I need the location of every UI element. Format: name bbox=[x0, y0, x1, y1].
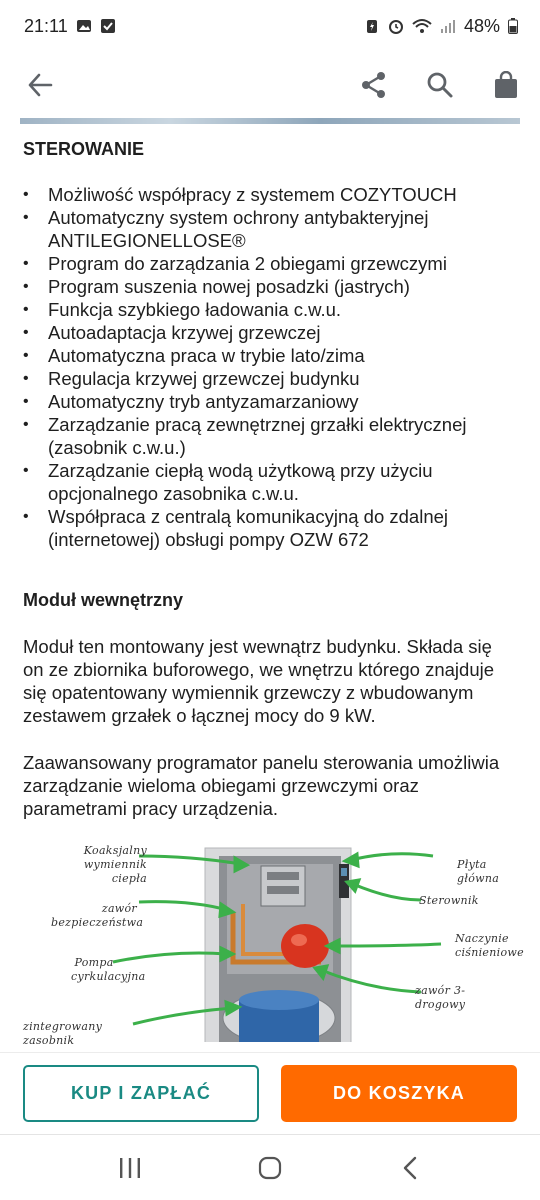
list-item: • Automatyczny system ochrony antybakteryjnej ANTILEGIONELLOSE® bbox=[23, 206, 516, 252]
diagram-label-expansion-vessel: Naczynie ciśnieniowe bbox=[455, 932, 524, 959]
diagram-label-main-board: Płyta główna bbox=[457, 858, 500, 885]
list-item: • Możliwość współpracy z systemem COZYTOUCH bbox=[23, 183, 516, 206]
diagram-label-coaxial-exchanger: Koaksjalny wymiennik ciepła bbox=[83, 844, 147, 885]
status-right bbox=[364, 16, 518, 37]
nav-back-icon bbox=[402, 1156, 418, 1180]
home-button[interactable] bbox=[250, 1148, 290, 1188]
back-button[interactable] bbox=[20, 65, 60, 105]
battery-percent: 48% bbox=[463, 15, 500, 36]
system-nav-bar bbox=[0, 1134, 540, 1200]
status-bar bbox=[0, 0, 540, 52]
app-bar bbox=[0, 52, 540, 118]
diagram-label-circulation-pump: Pompa cyrkulacyjna bbox=[71, 956, 146, 983]
heat-pump-diagram bbox=[21, 842, 524, 1047]
feature-list bbox=[23, 183, 516, 551]
home-icon bbox=[258, 1156, 282, 1180]
status-left bbox=[24, 16, 116, 37]
gallery-notification-icon bbox=[76, 18, 92, 34]
list-item: • Zarządzanie pracą zewnętrznej grzałki elektrycznej (zasobnik c.w.u.) bbox=[23, 413, 516, 459]
search-icon bbox=[426, 71, 454, 99]
diagram-label-controller: Sterownik bbox=[419, 894, 479, 907]
module-paragraph-2: Zaawansowany programator panelu sterowania umożliwia zarządzanie wieloma obiegami grzewczymi oraz parametrami pracy urządzenia. bbox=[23, 752, 500, 819]
diagram-label-safety-valve: zawór bezpieczeństwa bbox=[51, 902, 144, 929]
recents-icon bbox=[118, 1157, 142, 1179]
list-item: • Współpraca z centralą komunikacyjną do zdalnej (internetowej) obsługi pompy OZW 672 bbox=[23, 505, 516, 551]
list-item: • Program suszenia nowej posadzki (jastrych) bbox=[23, 275, 516, 298]
diagram-label-integrated-tank: zintegrowany zasobnik bbox=[23, 1020, 103, 1047]
module-paragraph-1: Moduł ten montowany jest wewnątrz budynku. Składa się on ze zbiornika buforowego, we wnętrzu którego znajduje się opatentowany wymiennik grzewczy z wbudowanym zestawem grzałek o łącznej mocy do 9 kW. bbox=[23, 636, 495, 726]
product-description bbox=[0, 124, 540, 1052]
list-item: • Autoadaptacja krzywej grzewczej bbox=[23, 321, 516, 344]
list-item: • Automatyczny tryb antyzamarzaniowy bbox=[23, 390, 516, 413]
signal-icon bbox=[440, 18, 456, 34]
control-section-title: STEROWANIE bbox=[23, 139, 145, 159]
checkbox-notification-icon bbox=[100, 18, 116, 34]
app-bar-actions bbox=[354, 65, 526, 105]
list-item: • Zarządzanie ciepłą wodą użytkową przy użyciu opcjonalnego zasobnika c.w.u. bbox=[23, 459, 516, 505]
list-item: • Funkcja szybkiego ładowania c.w.u. bbox=[23, 298, 516, 321]
share-icon bbox=[360, 71, 388, 99]
purchase-actions bbox=[0, 1052, 540, 1134]
diagram-label-3-way-valve: zawór 3-drogowy bbox=[415, 984, 466, 1011]
add-to-cart-button[interactable]: DO KOSZYKA bbox=[281, 1065, 517, 1122]
module-section-title: Moduł wewnętrzny bbox=[23, 590, 184, 610]
share-button[interactable] bbox=[354, 65, 394, 105]
arrow-left-icon bbox=[27, 72, 53, 98]
list-item: • Program do zarządzania 2 obiegami grzewczymi bbox=[23, 252, 516, 275]
list-item: • Automatyczna praca w trybie lato/zima bbox=[23, 344, 516, 367]
nav-back-button[interactable] bbox=[390, 1148, 430, 1188]
shopping-bag-icon bbox=[493, 71, 519, 99]
search-button[interactable] bbox=[420, 65, 460, 105]
clock: 21:11 bbox=[24, 15, 68, 36]
battery-saver-icon bbox=[364, 18, 380, 34]
alarm-icon bbox=[388, 18, 404, 34]
recents-button[interactable] bbox=[110, 1148, 150, 1188]
wifi-icon bbox=[412, 18, 432, 34]
cart-button[interactable] bbox=[486, 65, 526, 105]
list-item: • Regulacja krzywej grzewczej budynku bbox=[23, 367, 516, 390]
battery-icon bbox=[508, 18, 518, 34]
buy-now-button[interactable]: KUP I ZAPŁAĆ bbox=[23, 1065, 259, 1122]
